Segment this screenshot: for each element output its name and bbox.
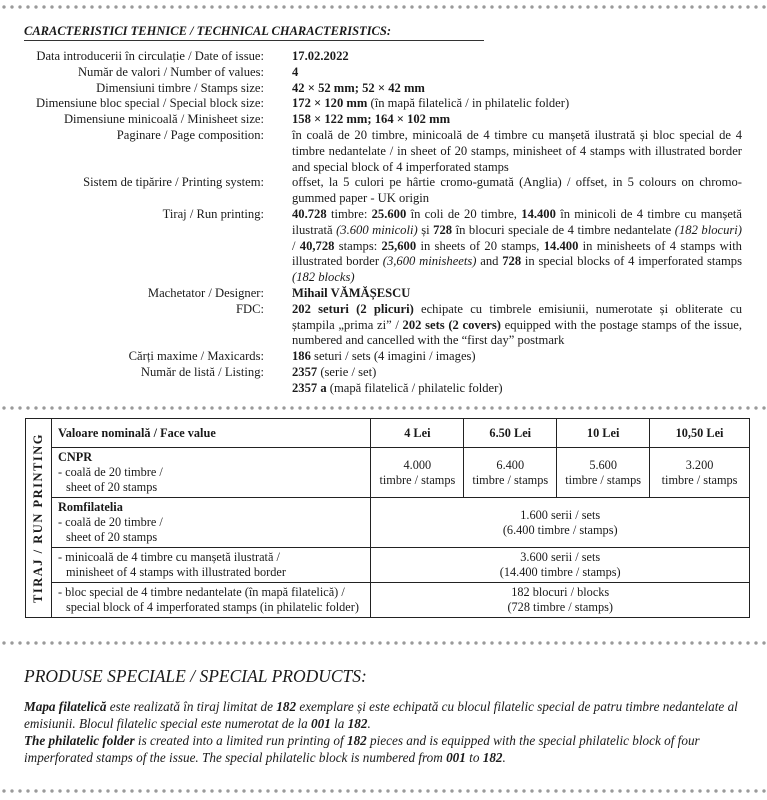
run-part: (3.600 minicoli) <box>336 222 418 237</box>
spec-page <box>0 128 767 175</box>
table-row-minisheet <box>26 548 750 583</box>
run-part: and <box>476 254 503 269</box>
block-size-value <box>292 96 742 112</box>
top-dotted-border <box>0 4 767 10</box>
ro-part: 182 <box>276 699 297 714</box>
minisheet-label: Dimensiune minicoală / Minisheet size: <box>63 112 264 127</box>
run-part: 25.600 <box>371 206 407 221</box>
date-label: Data introducerii în circulație / Date of issue: <box>36 49 264 63</box>
cnpr-desc-cell <box>51 448 370 498</box>
date-value: 17.02.2022 <box>292 49 349 63</box>
run-part: 14.400 <box>521 206 556 221</box>
fdc-label: FDC: <box>236 301 264 316</box>
printing-label: Sistem de tipărire / Printing system: <box>83 175 264 190</box>
header-10-50-lei: 10,50 Lei <box>650 419 750 448</box>
ro-part: exemplare și este echipată cu blocul filatelic special de patru timbre nedantelate al emisiunii. Blocul filatelic special este numerotat de la <box>24 699 738 731</box>
ro-part: este realizată în tiraj limitat de <box>106 699 277 714</box>
block-value-2: (728 timbre / stamps) <box>507 600 613 614</box>
run-part: în coli de 20 timbre, <box>406 206 522 221</box>
cnpr-unit: timbre / stamps <box>379 472 456 487</box>
run-part: (3,600 minisheets) <box>382 254 477 269</box>
table-row-block <box>26 583 750 618</box>
listing-value-2 <box>292 381 742 397</box>
middle-dotted-border <box>0 405 767 411</box>
special-products-text <box>24 698 749 766</box>
fdc-part: 202 sets (2 covers) <box>402 317 501 332</box>
spec-block-size <box>0 96 767 112</box>
mini-value-2: (14.400 timbre / stamps) <box>499 565 621 579</box>
block-desc-1: - bloc special de 4 timbre nedantelate (în mapă filatelică) / <box>57 585 345 599</box>
side-label: TIRAJ / RUN PRINTING <box>30 433 45 603</box>
romf-value-2: (6.400 timbre / stamps) <box>502 522 618 537</box>
page-label: Paginare / Page composition: <box>116 127 264 142</box>
romf-value <box>371 498 750 548</box>
spec-listing-2 <box>0 381 767 397</box>
ro-part: 182 <box>347 716 368 731</box>
block-desc-2: special block of 4 imperforated stamps (in philatelic folder) <box>65 600 359 614</box>
stamps-size-label: Dimensiuni timbre / Stamps size: <box>96 80 264 95</box>
en-part: 001 <box>446 750 466 765</box>
bottom-dotted-border <box>0 788 767 794</box>
mini-desc-1: - minicoală de 4 timbre cu manșetă ilustrată / <box>57 550 280 564</box>
spec-values <box>0 65 767 81</box>
title-underline <box>24 40 484 41</box>
spec-listing <box>0 365 767 381</box>
mini-value-1: 3.600 serii / sets <box>520 550 601 564</box>
values-label: Număr de valori / Number of values: <box>77 64 264 79</box>
maxicards-label: Cărți maxime / Maxicards: <box>128 349 264 364</box>
technical-title: CARACTERISTICI TEHNICE / TECHNICAL CHARACTERISTICS: <box>24 24 392 38</box>
block-value <box>371 583 750 618</box>
run-part: în minicoli de 4 timbre cu manșetă ilustrată <box>292 206 742 237</box>
header-6-50-lei: 6.50 Lei <box>464 419 557 448</box>
run-part: timbre: <box>326 206 372 221</box>
romf-desc-1: - coală de 20 timbre / <box>57 515 163 529</box>
block-size-bold: 172 × 120 mm <box>292 96 368 111</box>
en-part: 182 <box>346 733 367 748</box>
cnpr-desc-1: - coală de 20 timbre / <box>57 465 163 479</box>
listing2-bold: 2357 a <box>292 380 327 395</box>
cnpr-unit: timbre / stamps <box>472 472 549 487</box>
run-part: 728 <box>502 254 522 269</box>
values-value: 4 <box>292 64 299 79</box>
run-part: stamps: <box>334 238 382 253</box>
mini-value <box>371 548 750 583</box>
listing-label-empty <box>0 381 264 397</box>
run-part: 40,728 <box>299 238 335 253</box>
spec-run <box>0 207 767 286</box>
maxicards-bold: 186 <box>292 349 311 364</box>
ro-part: 001 <box>311 716 331 731</box>
listing1-rest: (serie / set) <box>317 364 377 379</box>
table-header-row <box>26 419 750 448</box>
designer-value: Mihail VĂMĂȘESCU <box>292 285 411 300</box>
table-row-romfilatelia <box>26 498 750 548</box>
run-part: (182 blocuri) <box>674 222 742 237</box>
cnpr-count: 6.400 <box>496 457 525 472</box>
spec-stamps-size <box>0 81 767 97</box>
header-face-value: Valoare nominală / Face value <box>51 419 370 448</box>
run-part: in sheets of 20 stamps, <box>416 238 544 253</box>
romf-title: Romfilatelia <box>57 500 123 514</box>
romf-desc-2: sheet of 20 stamps <box>65 530 158 544</box>
page-value: în coală de 20 timbre, minicoală de 4 timbre cu manșetă ilustrată și bloc special de 4 timbre nedantelate / in sheet of 20 stamps, minisheet of 4 stamps with illustrated border and special block of 4 imperforated stamps <box>292 127 742 174</box>
run-part: in minisheets of 4 stamps with illustrated border <box>292 238 742 269</box>
fdc-value <box>292 302 742 349</box>
spec-designer <box>0 286 767 302</box>
en-part: 182 <box>482 750 503 765</box>
run-part: / <box>292 238 300 253</box>
run-part: în blocuri speciale de 4 timbre nedantelate <box>452 222 675 237</box>
cnpr-6-50-lei <box>464 448 557 498</box>
spec-minisheet <box>0 112 767 128</box>
header-4-lei: 4 Lei <box>371 419 464 448</box>
fdc-part: 202 seturi (2 plicuri) <box>292 301 414 316</box>
listing1-bold: 2357 <box>292 364 318 379</box>
cnpr-count: 3.200 <box>685 457 714 472</box>
run-part: 25,600 <box>381 238 417 253</box>
run-part: 14.400 <box>543 238 579 253</box>
designer-label: Machetator / Designer: <box>147 285 264 300</box>
special-ro-paragraph <box>24 698 749 732</box>
special-en-paragraph <box>24 732 749 766</box>
cnpr-4-lei <box>371 448 464 498</box>
listing-label: Număr de listă / Listing: <box>140 364 264 379</box>
technical-specs <box>0 49 767 397</box>
cnpr-10-lei <box>557 448 650 498</box>
cnpr-unit: timbre / stamps <box>565 472 642 487</box>
special-products-title: PRODUSE SPECIALE / SPECIAL PRODUCTS: <box>24 666 367 686</box>
table-row-cnpr <box>26 448 750 498</box>
stamps-size-value: 42 × 52 mm; 52 × 42 mm <box>292 80 425 95</box>
fdc-part: equipped with the postage stamps of the issue, numbered and cancelled with the “first day” postmark <box>292 317 743 348</box>
spec-maxicards <box>0 349 767 365</box>
ro-part: . <box>367 716 371 731</box>
header-10-lei: 10 Lei <box>557 419 650 448</box>
block-size-rest: (în mapă filatelică / in philatelic folder) <box>367 96 570 111</box>
block-desc-cell <box>51 583 370 618</box>
en-part: is created into a limited run printing of <box>134 733 347 748</box>
cnpr-count: 4.000 <box>403 457 432 472</box>
ro-part: Mapa filatelică <box>24 699 107 714</box>
run-part: și <box>417 222 434 237</box>
en-part: The philatelic folder <box>24 733 135 748</box>
ro-part: la <box>330 716 348 731</box>
cnpr-count: 5.600 <box>589 457 617 472</box>
romf-desc-cell <box>51 498 370 548</box>
run-part: (182 blocks) <box>292 270 355 285</box>
block-size-label: Dimensiune bloc special / Special block size: <box>35 96 264 111</box>
cnpr-title: CNPR <box>57 450 93 464</box>
maxicards-rest: seturi / sets (4 imagini / images) <box>310 349 476 364</box>
listing2-rest: (mapă filatelică / philatelic folder) <box>326 380 503 395</box>
en-part: . <box>502 750 506 765</box>
block-value-1: 182 blocuri / blocks <box>511 585 610 599</box>
mini-desc-cell <box>51 548 370 583</box>
maxicards-value <box>292 349 742 365</box>
spec-fdc <box>0 302 767 349</box>
lower-dotted-border <box>0 640 767 646</box>
run-label: Tiraj / Run printing: <box>162 206 264 221</box>
run-part: 728 <box>433 222 453 237</box>
printing-value: offset, la 5 culori pe hârtie cromo-gumată (Anglia) / offset, in 5 colours on chromo-gummed paper - UK origin <box>292 175 742 206</box>
cnpr-unit: timbre / stamps <box>661 472 738 487</box>
run-part: in special blocks of 4 imperforated stamps <box>521 254 742 269</box>
run-printing-table <box>25 418 750 618</box>
spec-date <box>0 49 767 65</box>
spec-printing <box>0 175 767 207</box>
fdc-part: echipate cu timbrele emisiunii, numerotate și obliterate cu ștampila „prima zi” / <box>292 301 743 332</box>
cnpr-desc-2: sheet of 20 stamps <box>65 480 158 494</box>
mini-desc-2: minisheet of 4 stamps with illustrated border <box>65 565 286 579</box>
en-part: pieces and is equipped with the special philatelic block of four imperforated stamps of the issue. The special philatelic block is numbered from <box>24 733 700 765</box>
side-label-cell <box>26 419 52 618</box>
cnpr-10-50-lei <box>650 448 750 498</box>
en-part: to <box>465 750 483 765</box>
listing-value-1 <box>292 365 742 381</box>
run-part: 40.728 <box>292 206 327 221</box>
minisheet-value: 158 × 122 mm; 164 × 102 mm <box>292 112 451 127</box>
romf-value-1: 1.600 serii / sets <box>520 507 601 522</box>
run-value <box>292 207 742 286</box>
